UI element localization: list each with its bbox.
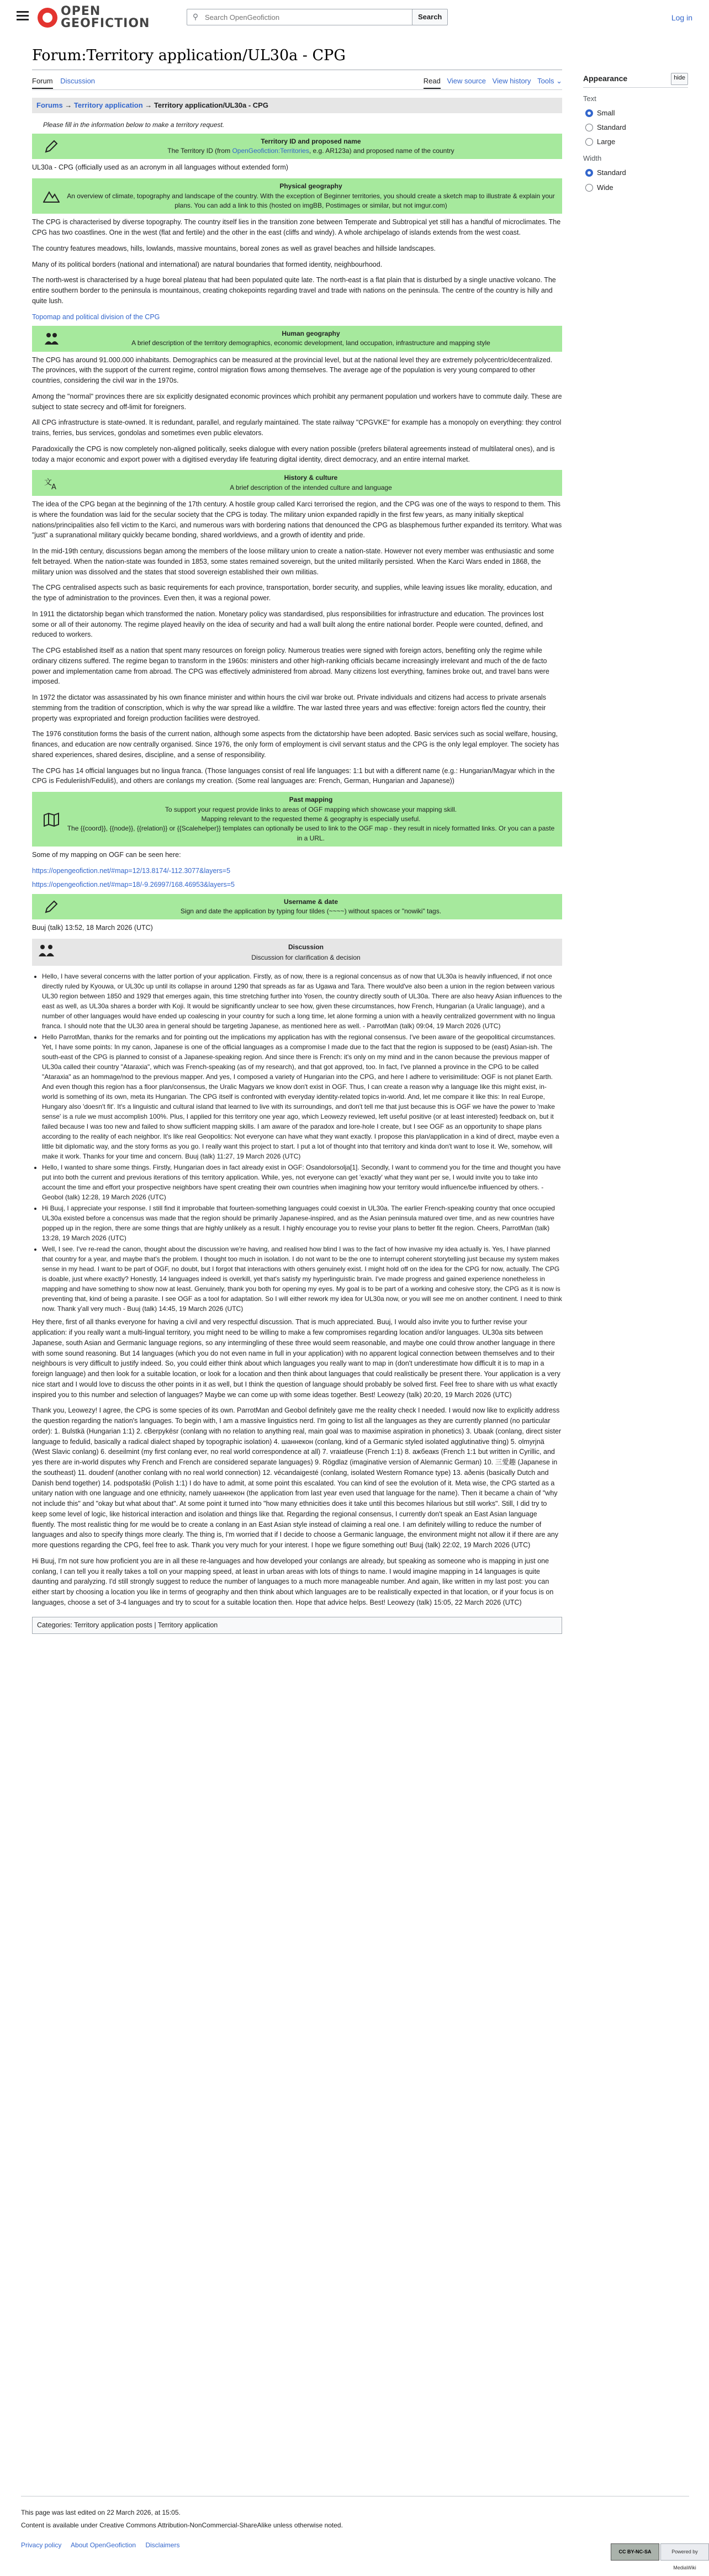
box-discussion — [32, 939, 562, 966]
box-id-title: Territory ID and proposed name — [261, 137, 361, 145]
site-header — [0, 0, 709, 40]
tab-view-source[interactable]: View source — [447, 77, 486, 86]
text-size-large[interactable]: Large — [585, 136, 688, 147]
tab-tools[interactable]: Tools ⌄ — [537, 77, 562, 86]
svg-text:A: A — [51, 483, 56, 490]
history-paragraph: The CPG has 14 official languages but no lingua franca. (Those languages consist of real life languages: 1:1 but with a different name (e.g.: Hungarian/Magyar which in the CPG is Feduleriish/Feduliš), and others are conlangs my creation. (Some real languages are: French, German, Hungarian and Japanese)) — [32, 766, 555, 785]
tab-read[interactable]: Read — [424, 77, 441, 89]
map-link[interactable]: https://opengeofiction.net/#map=12/13.8174/-112.3077&layers=5 — [32, 866, 231, 875]
main-content — [32, 44, 562, 1634]
history-paragraph: The CPG established itself as a nation that spent many resources on foreign policy. Numerous treaties were signed with foreign actors, benefiting only the regime while ordinary citizens suffered. The regime began to transform in the 1960s: ministers and other high-ranking officials became increasingly irrelevant and much of the de facto power and implementation came from abroad. The CPG was effectively administered from abroad. Many citizens lost everything, famines broke out, and travel bans were imposed. — [32, 647, 549, 686]
box-human-geography — [32, 326, 562, 352]
tab-discussion[interactable]: Discussion — [60, 77, 96, 86]
text-size-label: Text — [583, 94, 596, 103]
radio-icon — [585, 138, 593, 146]
search-icon: ⚲ — [192, 12, 199, 22]
comment: • Hi Buuj, I appreciate your response. I still find it improbable that fourteen-something languages could coexist in UL30a. The earlier French-speaking country that once occupied UL30a existed before a concensus was made that the region should be primarily Japanese-inspired, and as the Asian peninsula matured over time, and as new countries have popped up in the region, there are some things that are highly unlikely as a result. I highly encourage you to revise your plans to better fit the region. Cheers, ParrotMan (talk) 13:28, 19 March 2026 (UTC) — [42, 1203, 562, 1243]
logo-globe-icon — [38, 8, 57, 28]
comment: • Hello, I wanted to share some things. Firstly, Hungarian does in fact already exist in OGF: Osandolorsolja[1]. Secondly, I want to commend you for the time and thought you have put into both the current and previous iterations of this territory application. While, yes, not everyone can get 'exactly' what they want per se, I would invite you to take into account the time and effort your prospective neighbors have spent creating their own countries when imagining how your territory would influence/be influenced by others. - Geobol (talk) 12:28, 19 March 2026 (UTC) — [42, 1162, 562, 1202]
radio-icon — [585, 184, 593, 192]
box-disc-title: Discussion — [288, 943, 324, 951]
disclaimers-link[interactable]: Disclaimers — [145, 2541, 180, 2549]
svg-text:文: 文 — [44, 478, 52, 487]
box-sign-text: Sign and date the application by typing four tildes (~~~~) without spaces or "nowiki" tags. — [180, 907, 442, 916]
text-size-small[interactable]: Small — [585, 108, 688, 119]
search-input[interactable] — [204, 13, 418, 22]
human-paragraph: The CPG has around 91.000.000 inhabitants. Demographics can be measured at the provincial level, but at the national level they are extremely polycentric/decentralized. The provinces, with the support of the current regime, control migration flows among themselves. The average age of the population is very young compared to other countries, considering the civil war in the 1970s. — [32, 356, 553, 385]
geo-paragraph: The CPG is characterised by diverse topography. The country itself lies in the transition zone between Temperate and Subtropical yet still has a handful of microclimates. The CPG has two coastlines. One in the west (flat and fertile) and the other in the east (cliffs and windy). A whole archipelago of islands extends from the west coast. — [32, 218, 561, 237]
history-paragraph: In 1972 the dictator was assassinated by his own finance minister and within hours the civil war broke out. Private individuals and citizens had access to private arsenals stemming from the tradition of conscription, which is why the war spread like a wildfire. The war lasted three years and was effective: foreign actors fled the country, their property was expropriated and foreign production facilities were destroyed. — [32, 694, 547, 722]
page-title: Forum:Territory application/UL30a - CPG — [32, 44, 562, 70]
mountain-icon — [38, 189, 65, 203]
width-wide[interactable]: Wide — [585, 182, 688, 193]
box-past-title: Past mapping — [289, 796, 333, 804]
search-button[interactable]: Search — [412, 9, 448, 25]
footer-license: Content is available under Creative Commons Attribution-NonCommercial-ShareAlike unless otherwise noted. — [21, 2521, 343, 2529]
logo-line2: GEOFICTION — [61, 17, 150, 30]
box-past-text3: The {{coord}}, {{node}}, {{relation}} or {{Scalehelper}} templates can optionally be used to link to the OGF map - they result in nicely formatted links. Or you can a paste in a URL. — [67, 824, 555, 842]
box-disc-text: Discussion for clarification & decision — [251, 953, 361, 961]
map-link[interactable]: https://opengeofiction.net/#map=18/-9.26997/168.46953&layers=5 — [32, 881, 235, 889]
site-logo[interactable] — [38, 6, 150, 30]
history-paragraph: The CPG centralised aspects such as basic requirements for each province, transportation, border security, and supplies, while leaving issues like morality, education, and the type of administration to the provinces. Even then, it was a regional power. — [32, 584, 552, 602]
appearance-heading: Appearance — [583, 74, 628, 83]
human-paragraph: Among the "normal" provinces there are six explicitly designated economic provinces which prohibit any permanent population und workers have to commute daily. These are subject to state secrecy and off-limit for foreigners. — [32, 392, 562, 411]
mapping-intro: Some of my mapping on OGF can be seen here: — [32, 851, 181, 859]
box-past-mapping — [32, 792, 562, 847]
appearance-panel — [583, 73, 688, 193]
box-human-title: Human geography — [282, 329, 340, 337]
leowezy-comment: Hey there, first of all thanks everyone for having a civil and very respectful discussion. That is much appreciated. Buuj, I would also invite you to further revise your application: if you really want a multi-lingual territory, you might need to be willing to make a few compromises regarding location and/or languages. UL30a sits between Japanese, south Asian and Germanic language regions, so any intermingling of these three would seem reasonable, and maybe one could throw another language in there with some sound reasoning. But 14 languages (which you do not even name in full in your application) with no apparent logical connection between themselves and to their neighbours is very difficult to justify indeed. So, you could either think about which languages you really want to map in (don't underestimate how difficult it is to map in a foreign language) and then look for a suitable location, or look for a location and then think about languages that could realistically be present there. Your application is a very nice start and I would love to discuss the other points in it as well, but I think the question of language should probably be solved first. Feel free to share with us what exactly inspired you to this number and selection of languages? Maybe we can come up with some ideas together. Best! Leowezy (talk) 20:20, 19 March 2026 (UTC) — [32, 1318, 560, 1399]
box-history-title: History & culture — [284, 474, 338, 482]
history-paragraph: The 1976 constitution forms the basis of the current nation, although some aspects from the dictatorship have been adopted. Basic services such as social welfare, housing, finances, and education are now centrally organised. Since 1976, the only form of employment is civil servant status and the CPG is the only legal employer. The society has shared experiences, shared desires, discipline, and a sense of responsibility. — [32, 730, 559, 759]
history-paragraph: In the mid-19th century, discussions began among the members of the loose military union to create a nation-state. However not every member was enthusiastic and some felt betrayed. When the nation-state was founded in 1853, some states remained sovereign, but the united militarily persisted. When the Karci Wars ended in 1868, the military union was dissolved and the states that stood sovereign established their own militias. — [32, 547, 554, 576]
topomap-link[interactable]: Topomap and political division of the CPG — [32, 313, 160, 321]
fill-note: Please fill in the information below to make a territory request. — [43, 120, 225, 129]
signature-pencil-icon — [38, 899, 65, 914]
hide-button[interactable]: hide — [671, 73, 688, 85]
comment: • Hello, I have several concerns with the latter portion of your application. Firstly, as of now, there is a regional concensus as of now that UL30a is heavily influenced, if not once directly ruled by Kyouwa, or UL30c up until its collapse in around 1290 that spreads as far as Ugawa and Tara. There would've also been a union in the region between various UL30 region between 1850 and 1929 that emerges again, this time stretching further into Yosen, the country directly south of UL30a. There are also heavy Asian influences to the east as well, as UL30a shares a border with Koji. It would be significantly unclear to see how, given these circumstances, how French, Hungarian (a Uralic language), and a number of other languages would have ended up coalescing in your country for such a long time, let alone forming a union with a heavily centralized government with no lingua franca. I should note that the UL30 area in general should be targeting Japanese, as mentioned here as well. - ParrotMan (talk) 09:04, 19 March 2026 (UTC) — [42, 971, 562, 1031]
buuj-reply: Thank you, Leowezy! I agree, the CPG is some species of its own. ParrotMan and Geobol definitely gave me the reality check I needed. I would now like to explicitly address the question regarding the nation's languages. To begin with, I am a massive linguistics nerd. I'm going to list all the languages as they are currently planned (no particular order): 1. Bulstkä (Hungarian 1:1) 2. cBerpykësr (conlang with no relation to anything real, main goal was to maximise aspiration in phonetics) 3. Ubaak (conlang, direct sister language to fedulid, basically a radical dialect shaped by topographic isolation) 4. шаннекон (conlang, kind of a Germanic styled isolated agglutinative thing) 5. olmyrjnä (West Slavic conlang) 6. deseilmint (my first conlang ever, no real world correspondence at all) 7. vraiatleuse (French 1:1) 8. ажбеакs (French 1:1 but written in Cyrillic, and yes there are in-world disputes why French and French are considered separate languages) 9. Rögdlaz (imaginative version of Alemannic German) 10. 三愛趣 (Japanese in the southeast) 11. doudenf (another conlang with no real world connection) 12. vécandaigesté (conlang, isolated Western Romance type) 13. aðenis (basically Dutch and Danish bend together) 14. podspotaški (Polish 1:1) I do have to admit, at some point this escalated. You can kind of see the evolution of it. Meta wise, the CPG started as a unitary nation with one language and one ethnicity, namely шаннекон (the application from last year even used that language for the name). Then it became a chain of "why not include this" and "okay but what about that". At some point it turned into "how many ethnicities does it take until this becomes hilarious but still works". Still, I did try to keep some level of logic, like historical interaction and isolation and things like that. Regarding the regional consensus, I currently don't speak an East Asian language fluently. The most realistic thing for me would be to create a conlang in an East Asian style instead of claiming a real one. I am definitely willing to reduce the number of languages and also to specify things more clearly. The thing is, I'm worried that if I decide to choose a Germanic language, the environment might not allow it if there are any more questions regarding the CPG, feel free to ask. Thank you very much for your interest. I hope we figure something out! Buuj (talk) 22:02, 19 March 2026 (UTC) — [32, 1406, 562, 1549]
box-history-culture — [32, 470, 562, 496]
geo-paragraph: Many of its political borders (national and international) are natural boundaries that formed identity, neighbourhood. — [32, 260, 383, 268]
breadcrumb: Forums → Territory application → Territory application/UL30a - CPG — [32, 98, 562, 113]
leowezy-final: Hi Buuj, I'm not sure how proficient you are in all these re-languages and how developed your conlangs are already, but speaking as someone who is mapping in just one conlang, I can tell you it really takes a toll on your mapping speed, at least in urban areas with lots of things to name. I would imagine mapping in 14 languages is quite daunting and paralyzing. I'd still strongly suggest to reduce the number of languages to a much more manageable number. And again, like written in my last post: you can either start by choosing a location you like in terms of geography and then think about which languages are to be realistically expected in that location, or if your focus is on languages, choose a set of 3-4 languages and try to scout for a suitable location then. Hope that advice helps. Best! Leowezy (talk) 15:05, 22 March 2026 (UTC) — [32, 1557, 554, 1606]
main-menu-icon[interactable] — [17, 11, 29, 21]
box-sign-title: Username & date — [283, 897, 338, 906]
box-past-text1: To support your request provide links to areas of OGF mapping which showcase your mapping skill. — [165, 805, 457, 813]
box-past-text2: Mapping relevant to the requested theme & geography is especially useful. — [201, 815, 421, 823]
language-icon — [38, 476, 65, 490]
human-paragraph: All CPG infrastructure is state-owned. It is redundant, parallel, and regularly maintained. The state railway "CPGVKE" for example has a monopoly on everything: they control trains, ferries, bus services, gondolas and sometimes even public elevators. — [32, 419, 562, 437]
about-link[interactable]: About OpenGeofiction — [71, 2541, 136, 2549]
radio-selected-icon — [585, 169, 593, 177]
text-size-standard[interactable]: Standard — [585, 122, 688, 133]
breadcrumb-forums[interactable]: Forums — [36, 100, 63, 109]
search-box — [187, 9, 419, 25]
signature: Buuj (talk) 13:52, 18 March 2026 (UTC) — [32, 924, 153, 932]
box-history-text: A brief description of the intended culture and language — [230, 483, 392, 491]
tab-forum[interactable]: Forum — [32, 77, 53, 89]
footer — [21, 2496, 689, 2551]
radio-icon — [585, 124, 593, 131]
comment: • Well, I see. I've re-read the canon, thought about the discussion we're having, and realised how blind I was to the fact of how invasive my idea actually is. Yes, I have planned that country for a year, and maybe that's the problem. I thought too much in isolation. I do not want to be the one to interrupt coherent storytelling just because my system makes sense in my head. I want to be part of OGF, no doubt, but I forgot that interactions with others genuinely exist. I might hold off on the idea for the CPG for now, actually. The CPG is doable, just where exactly? Honestly, 14 languages indeed is overkill, yet that's satisfy my hyperlinguistic brain. I've made progress and gained experience nonetheless in mapping and have something to show now at least. Genuinely, thank you both for opening my eyes. My goal is to be part of a working and cohesive story, the CPG as it is now is preventing that, kind of being a parasite. I see OGF as a tool for adaptation. So I will either rework my idea for UL30a now, or you will see me on another continent. I need to think now. Thank y'all very much - Buuj (talk) 14:45, 19 March 2026 (UTC) — [42, 1244, 562, 1314]
cc-license-badge[interactable]: CC BY-NC-SA — [611, 2543, 659, 2561]
page-tabs — [32, 73, 562, 90]
box-username-date — [32, 894, 562, 920]
login-link[interactable]: Log in — [671, 13, 692, 22]
mediawiki-badge[interactable]: Powered by MediaWiki — [660, 2543, 709, 2561]
discussion-icon — [38, 943, 55, 961]
privacy-policy-link[interactable]: Privacy policy — [21, 2541, 62, 2549]
territories-link[interactable]: OpenGeofiction:Territories — [232, 146, 309, 155]
footer-last-edited: This page was last edited on 22 March 2026, at 15:05. — [21, 2509, 181, 2516]
history-paragraph: In 1911 the dictatorship began which transformed the nation. Monetary policy was standardised, plus responsibilities for infrastructure and education. The provinces lost some or all of their autonomy. The regime played heavily on the idea of security and had a wall built along the entire national border. People were counted, defined, and reduced to workers. — [32, 610, 544, 639]
geo-paragraph: The north-west is characterised by a huge boreal plateau that had been populated quite late. The north-east is a flat plain that is disturbed by a single unactive volcano. The entire southern border to the peninsula is mountainous, creating chokepoints regarding travel and trade with nations on the peninsula. The centre of the country is hilly and quite lush. — [32, 276, 556, 305]
comment: • Hello ParrotMan, thanks for the remarks and for pointing out the implications my application has with the regional consensus. I've been aware of the geopolitical circumstances. Yet, I have some points: In my canon, Japanese is one of the official languages as a compromise I made due to the fact that the region is supposed to be (east) Asian-ish. The south-east of the CPG is planned to consist of a Japanese-speaking region. And since there is French: it's only on my mind and in the canon because the previous mapper of UL30a called their country "Ataraxia", which was French-speaking (as of my research), and that got approved, too. In fact, I've planned a province in the CPG to be called "Ataraxia" as an hommage/nod to the previous mapper. And yes, I composed a variety of Hungarian into the CPG, and here I adhere to verisimilitude: OGF is not planet Earth. And even though this region has a floor plan/consensus, the Uralic Magyars we know don't exist in OGF. Thus, I can create a reason why a language like this might exist, in-world is something of its own, meta its Hungarian. The CPG itself is confronted with everyday identity-related topics in-world. And, let me compare it like this: In real Europe, Hungary also 'doesn't fit'. It's a linguistic and cultural island that learned to live with its surroundings, and don't tell me that just because this is OGF we have the power to 'make sense' is a rule we must accomplish 100%. Plus, I applied for this territory one year ago, which Leowezy reviewed, left useful positive (or at least interested) feedback on, but it failed because I was too new and failed to show sufficient mapping skills. I am aware of the paradox and lore-hole I create, but I see OGF as an opportunity to shape plans according to the reality of each neighbor. It's like real Geopolitics: Not everyone can have what they want exactly. I propose this plan/application in a kind of direct, maybe even a little bit diplomatic way, and the story forms as you go. I really want this project to start. I put a lot of thought into that territory and kinda don't want to lose it. We, somehow, will make it work. Thanks for your time and concern. Buuj (talk) 11:27, 19 March 2026 (UTC) — [42, 1032, 562, 1161]
category-bar[interactable]: Categories: Territory application posts | Territory application — [32, 1617, 562, 1634]
logo-line1: OPEN — [61, 4, 101, 18]
territory-id-line: UL30a - CPG (officially used as an acronym in all languages without extended form) — [32, 163, 288, 172]
radio-selected-icon — [585, 109, 593, 117]
box-territory-id: Territory ID and proposed name The Territory ID (from OpenGeofiction:Territories, e.g. AR123a) and proposed name of the country — [32, 134, 562, 160]
box-human-text: A brief description of the territory demographics, economic development, land occupation, infrastructure and mapping style — [131, 339, 490, 347]
geo-paragraph: The country features meadows, hills, lowlands, massive mountains, boreal zones as well as gravel beaches and hillside landscapes. — [32, 244, 436, 252]
tab-view-history[interactable]: View history — [492, 77, 531, 86]
width-standard[interactable]: Standard — [585, 167, 688, 178]
box-physical-geography — [32, 178, 562, 214]
breadcrumb-territory-application[interactable]: Territory application — [73, 100, 143, 109]
width-label: Width — [583, 154, 602, 163]
box-geo-title: Physical geography — [279, 182, 342, 191]
people-icon — [38, 331, 65, 346]
history-paragraph: The idea of the CPG began at the beginning of the 17th century. A hostile group called Karci terrorised the region, and the CPG was one of the ways to respond to them. This is where the foundation was laid for the secular society that the CPG is today. The military union expanded rapidly in the first few years, as many initially skeptical nations/principalities also fell victim to the Karci, and numerous wars with bordering nations that denounced the CPG as blasphemous further expanded its territory. What was "just" a supranational military quickly became bonding, shared worldviews, and a growth of identity and pride. — [32, 500, 562, 539]
box-geo-text: An overview of climate, topography and landscape of the country. With the exception of Beginner territories, you should create a sketch map to illustrate & explain your plans. You can add a link to this (hosted on imgBB, Postimages or similar, but not imgur.com) — [67, 192, 555, 209]
breadcrumb-current: Territory application/UL30a - CPG — [154, 100, 268, 109]
human-paragraph: Paradoxically the CPG is now completely non-aligned politically, seeks dialogue with every nation possible (prefers bilateral agreements instead of multilateral ones), and is today a major economic and export power with a digitised everyday life featuring digital identity, direct democracy, and an entire internal market. — [32, 445, 555, 463]
map-icon — [38, 812, 65, 827]
pencil-icon — [38, 139, 65, 154]
comment-list — [32, 971, 562, 1314]
